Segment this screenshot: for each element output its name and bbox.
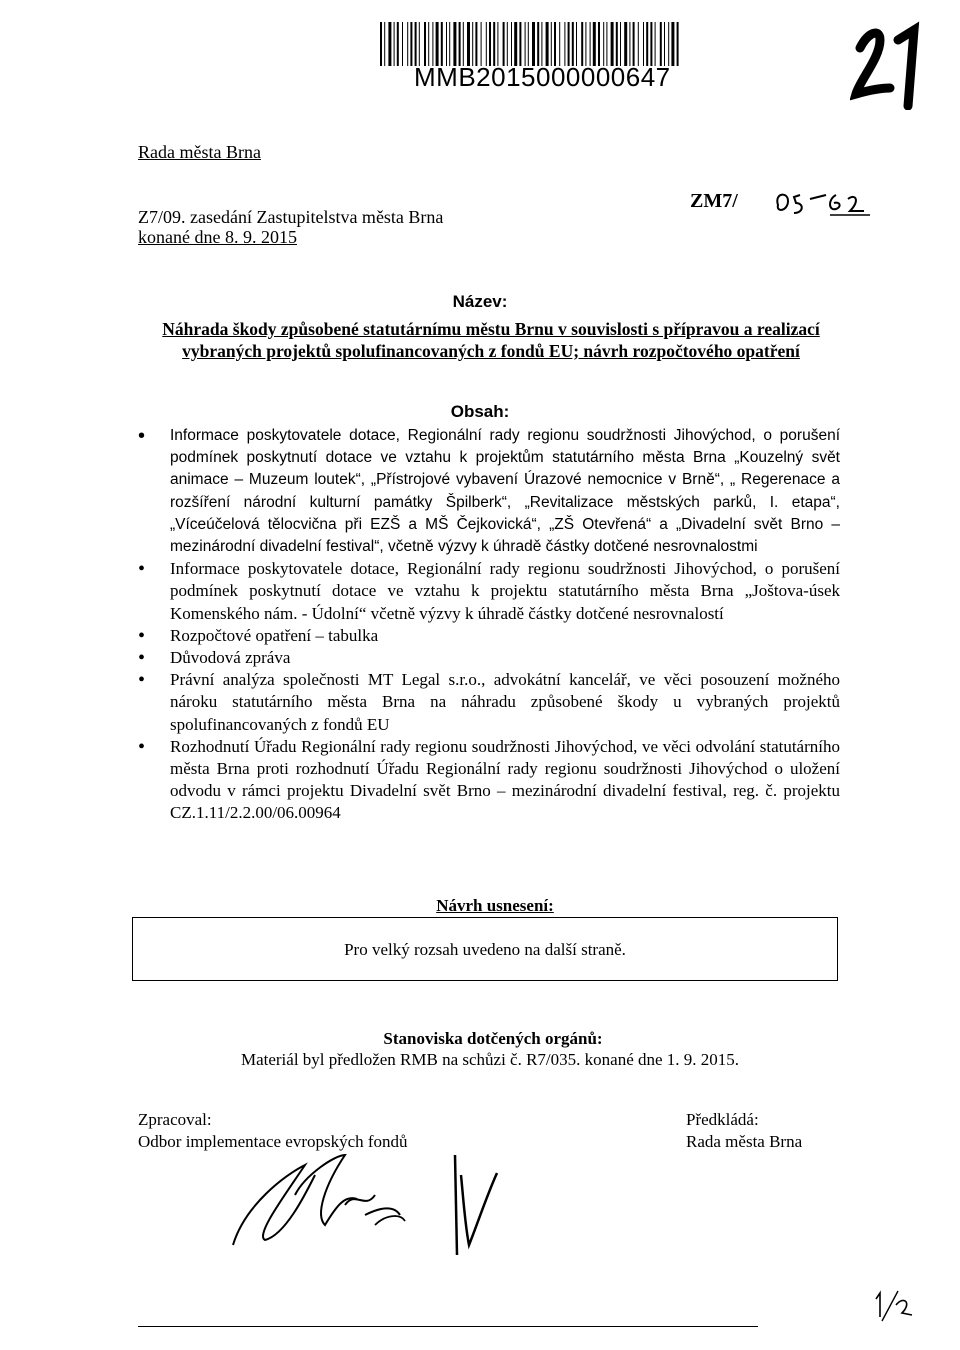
barcode-bar (472, 22, 473, 66)
handwritten-reference (770, 185, 880, 219)
barcode-bar (603, 22, 604, 66)
barcode-bar (432, 22, 433, 66)
barcode-bar (449, 22, 450, 66)
barcode-bar (568, 22, 570, 66)
barcode-bar (410, 22, 412, 66)
barcode-bar (655, 22, 656, 66)
session-title: Z7/09. zasedání Zastupitelstva města Brna (138, 207, 444, 227)
barcode-bar (397, 22, 399, 66)
session-date: konané dne 8. 9. 2015 (138, 227, 297, 247)
barcode-bar (394, 22, 395, 66)
content-label: Obsah: (450, 402, 510, 421)
barcode-bar (463, 22, 464, 66)
barcode-bar (459, 22, 461, 66)
barcode-bar (514, 22, 517, 66)
document-title: Náhrada škody způsobené statutárnímu městu Brnu v souvislosti s přípravou a realizací vybraných projektů spolufinancovaných z fondů EU; návrh rozpočtového opatření (162, 319, 820, 361)
barcode-bar (453, 22, 456, 66)
barcode-bar (643, 22, 644, 66)
barcode-bar (402, 22, 403, 66)
barcode-bar (441, 22, 443, 66)
barcode-bar (677, 22, 679, 66)
barcode-bar (576, 22, 577, 66)
barcode-bar (407, 22, 408, 66)
list-item: • Důvodová zpráva (138, 647, 840, 669)
barcode-bar (497, 22, 498, 66)
barcode-bar (660, 22, 662, 66)
content-list (138, 425, 840, 825)
handwritten-page-mark (868, 1285, 918, 1325)
barcode-bar (380, 22, 382, 66)
barcode-bar (511, 22, 512, 66)
barcode (380, 22, 680, 66)
organization: Rada města Brna (138, 142, 261, 162)
barcode-bar (633, 22, 635, 66)
barcode-bar (446, 22, 447, 66)
barcode-bar (489, 22, 491, 66)
handwritten-page-number (850, 10, 930, 110)
barcode-bar (503, 22, 505, 66)
barcode-bar (624, 22, 627, 66)
barcode-bar (541, 22, 542, 66)
barcode-bar (593, 22, 596, 66)
barcode-bar (671, 22, 674, 66)
barcode-bar (646, 22, 648, 66)
barcode-bar (606, 22, 607, 66)
barcode-bar (590, 22, 591, 66)
barcode-bar (424, 22, 426, 66)
barcode-bar (559, 22, 560, 66)
list-item: • Právní analýza společnosti MT Legal s.r.o., advokátní kancelář, ve věci posouzení možného nároku statutárního města Brna na náhradu způsobené škody u vybraných projektů spolufinancovaných z fondů EU (138, 669, 840, 736)
barcode-bar (650, 22, 652, 66)
barcode-bar (475, 22, 477, 66)
barcode-bar (481, 22, 482, 66)
barcode-bar (664, 22, 665, 66)
barcode-number: MMB2015000000647 (414, 62, 671, 92)
barcode-bar (525, 22, 526, 66)
barcode-bar (384, 22, 385, 66)
barcode-bar (436, 22, 439, 66)
barcode-bar (419, 22, 420, 66)
barcode-bar (467, 22, 470, 66)
list-item: • Informace poskytovatele dotace, Regionální rady regionu soudržnosti Jihovýchod, o porušení podmínek poskytnutí dotace ve vztahu k projektu statutárního města Brna „Joštova-úsek Komenského nám. - Údolní“ včetně výzvy k úhradě částky dotčené nesrovnalostí (138, 558, 840, 625)
barcode-bar (486, 22, 487, 66)
proposal-label: Návrh usnesení: (436, 896, 554, 915)
proposal-text: Pro velký rozsah uvedeno na další straně. (344, 940, 626, 959)
barcode-bar (528, 22, 529, 66)
barcode-bar (616, 22, 618, 66)
barcode-bar (415, 22, 417, 66)
session-info (138, 207, 443, 247)
barcode-bar (581, 22, 583, 66)
list-item: • Informace poskytovatele dotace, Regionální rady regionu soudržnosti Jihovýchod, o porušení podmínek poskytnutí dotace ve vztahu k projektům statutárního města Brna „Kouzelný svět animace – Muzeum loutek“, „Přístrojové vybavení Úrazové nemocnice v Brně“, „ Regerenace a rozšíření národní kulturní památky Špilberk“, „Revitalizace městských parků, I. etapa“, „Víceúčelová tělocvična při EZŠ a MŠ Čejkovická“, „ZŠ Otevřená“ a „Divadelní svět Brno – mezinárodní divadelní festival“, včetně výzvy k úhradě částky dotčené nesrovnalostmi (138, 425, 840, 558)
barcode-bar (507, 22, 508, 66)
list-item: • Rozhodnutí Úřadu Regionální rady regionu soudržnosti Jihovýchod, ve věci odvolání statutárního města Brna proti rozhodnutí Úřadu Regionální rady regionu soudržnosti Jihovýchod o uložení odvodu v rámci projektu Divadelní svět Brno – mezinárodní divadelní festival, reg. č. projektu CZ.1.11/2.2.00/06.00964 (138, 736, 840, 825)
barcode-bar (388, 22, 391, 66)
prepared-by-value: Odbor implementace evropských fondů (138, 1132, 408, 1151)
footer-divider (138, 1326, 758, 1327)
barcode-bar (564, 22, 565, 66)
document-reference: ZM7/ (690, 190, 738, 212)
barcode-bar (598, 22, 600, 66)
submitted-by-label: Předkládá: (686, 1110, 759, 1129)
barcode-bar (585, 22, 586, 66)
barcode-bar (537, 22, 539, 66)
barcode-bar (629, 22, 630, 66)
prepared-by-label: Zpracoval: (138, 1110, 212, 1129)
barcode-bar (572, 22, 574, 66)
barcode-bar (668, 22, 669, 66)
opinions-text: Materiál byl předložen RMB na schůzi č. R7/035. konané dne 1. 9. 2015. (240, 1050, 740, 1069)
barcode-bar (554, 22, 556, 66)
barcode-bar (638, 22, 639, 66)
barcode-bar (519, 22, 521, 66)
barcode-bar (620, 22, 621, 66)
barcode-bar (551, 22, 552, 66)
handwritten-signature (225, 1135, 525, 1265)
submitted-by-value: Rada města Brna (686, 1132, 803, 1151)
opinions-label: Stanoviska dotčených orgánů: (383, 1029, 603, 1048)
name-label: Název: (452, 292, 508, 311)
barcode-bar (428, 22, 429, 66)
barcode-bar (493, 22, 495, 66)
barcode-bar (611, 22, 614, 66)
barcode-bar (532, 22, 535, 66)
barcode-bar (546, 22, 549, 66)
list-item: • Rozpočtové opatření – tabulka (138, 625, 840, 647)
